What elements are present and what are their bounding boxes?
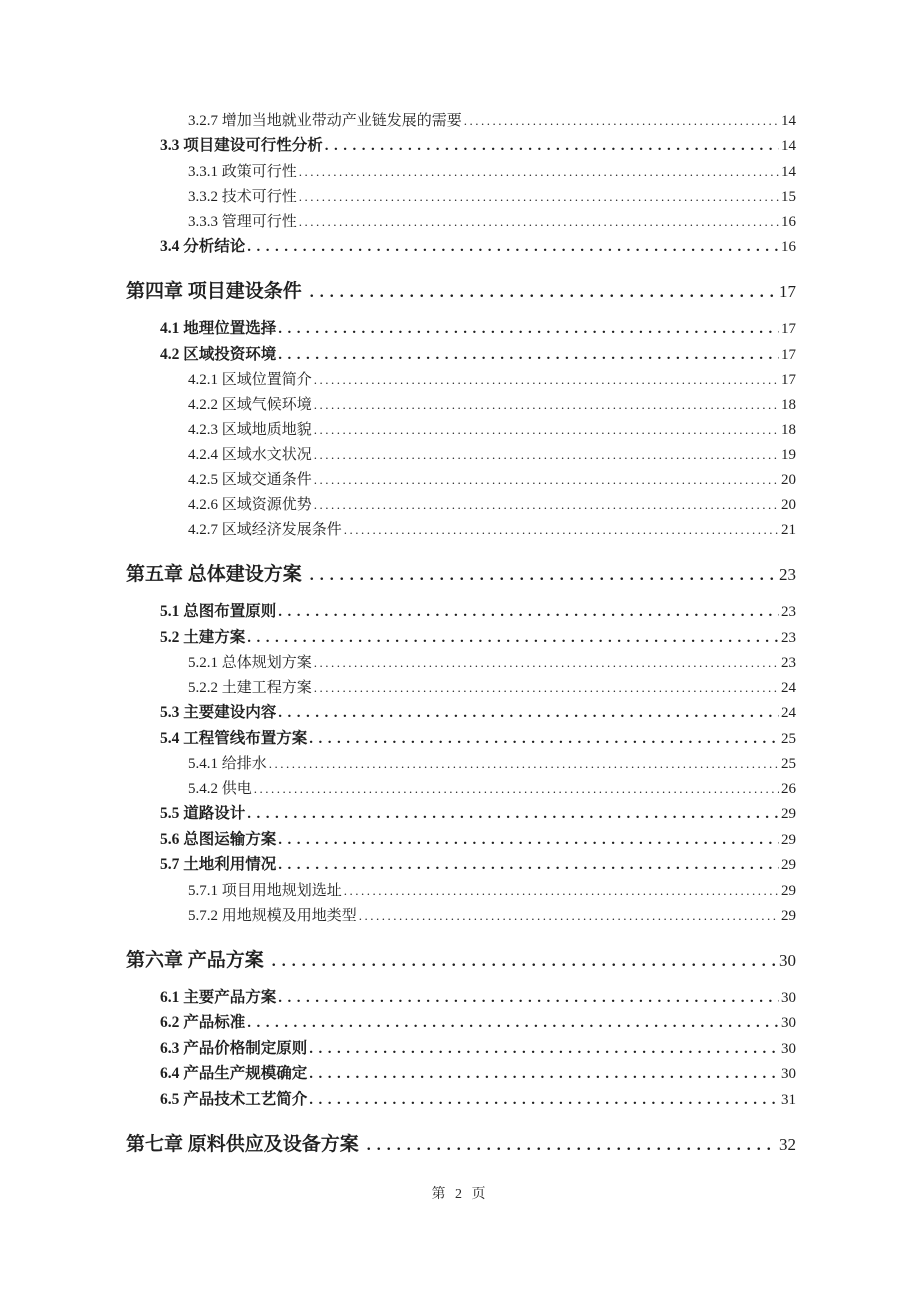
toc-entry-page-number: 17 bbox=[781, 321, 796, 337]
toc-entry bbox=[126, 675, 796, 700]
toc-entry-page-number: 23 bbox=[781, 629, 796, 646]
toc-entry-page-number: 17 bbox=[779, 282, 796, 301]
dot-leader bbox=[344, 517, 779, 543]
toc-entry-page-number: 18 bbox=[781, 397, 796, 413]
toc-entry-label: 第七章 原料供应及设备方案 bbox=[126, 1134, 359, 1155]
dot-leader bbox=[344, 878, 779, 904]
toc-entry bbox=[126, 625, 796, 651]
dot-leader bbox=[247, 625, 779, 652]
toc-entry bbox=[126, 985, 796, 1011]
toc-entry-page-number: 16 bbox=[781, 238, 796, 255]
toc-entry-page-number: 15 bbox=[781, 188, 796, 205]
toc-entry-page-number: 32 bbox=[779, 1135, 796, 1154]
toc-entry-label: 6.5 产品技术工艺简介 bbox=[160, 1090, 308, 1108]
dot-leader bbox=[247, 1010, 779, 1037]
toc-entry bbox=[126, 492, 796, 517]
toc-entry-page-number: 25 bbox=[781, 730, 796, 747]
toc-entry bbox=[126, 827, 796, 853]
toc-entry bbox=[126, 650, 796, 675]
toc-entry bbox=[126, 599, 796, 625]
toc-entry bbox=[126, 417, 796, 442]
dot-leader bbox=[359, 903, 779, 929]
dot-leader bbox=[309, 1061, 779, 1088]
dot-leader bbox=[367, 1130, 777, 1161]
toc-entry-label: 4.2.7 区域经济发展条件 bbox=[188, 522, 342, 538]
toc-entry bbox=[126, 234, 796, 260]
toc-entry-page-number: 14 bbox=[781, 113, 796, 129]
toc-entry bbox=[126, 342, 796, 368]
toc-entry-label: 第四章 项目建设条件 bbox=[126, 281, 302, 302]
toc-entry-page-number: 30 bbox=[781, 1040, 796, 1057]
toc-entry bbox=[126, 392, 796, 417]
dot-leader bbox=[247, 234, 779, 261]
toc-entry-label: 4.2.2 区域气候环境 bbox=[188, 397, 312, 413]
toc-entry-label: 第六章 产品方案 bbox=[126, 949, 264, 971]
table-of-contents bbox=[126, 108, 796, 1169]
dot-leader bbox=[314, 467, 779, 493]
toc-entry-page-number: 23 bbox=[781, 655, 796, 671]
toc-entry-label: 5.3 主要建设内容 bbox=[160, 704, 277, 721]
toc-entry-label: 6.3 产品价格制定原则 bbox=[160, 1039, 308, 1057]
dot-leader bbox=[314, 650, 779, 676]
dot-leader bbox=[314, 492, 779, 518]
toc-entry-label: 3.3.2 技术可行性 bbox=[188, 188, 297, 205]
toc-entry bbox=[126, 700, 796, 726]
toc-entry-page-number: 24 bbox=[781, 705, 796, 721]
toc-entry-page-number: 25 bbox=[781, 756, 796, 772]
toc-entry-page-number: 17 bbox=[781, 372, 796, 388]
toc-entry-page-number: 20 bbox=[781, 472, 796, 488]
toc-entry-page-number: 23 bbox=[779, 565, 796, 584]
toc-entry bbox=[126, 184, 796, 209]
toc-entry-page-number: 29 bbox=[781, 882, 796, 899]
toc-entry-label: 4.2 区域投资环境 bbox=[160, 345, 277, 363]
toc-entry bbox=[126, 751, 796, 776]
toc-entry-label: 3.4 分析结论 bbox=[160, 237, 246, 255]
toc-entry bbox=[126, 1036, 796, 1062]
toc-entry-label: 4.2.3 区域地质地貌 bbox=[188, 422, 312, 438]
toc-entry-page-number: 14 bbox=[781, 163, 796, 180]
toc-entry-label: 3.3.1 政策可行性 bbox=[188, 163, 297, 180]
toc-entry-page-number: 29 bbox=[781, 907, 796, 924]
toc-entry bbox=[126, 1061, 796, 1087]
toc-entry-label: 5.2 土建方案 bbox=[160, 628, 246, 646]
toc-entry bbox=[126, 367, 796, 392]
toc-entry bbox=[126, 1130, 796, 1160]
dot-leader bbox=[299, 159, 779, 185]
toc-entry-label: 5.4.1 给排水 bbox=[188, 756, 267, 772]
toc-entry-page-number: 23 bbox=[781, 604, 796, 620]
toc-entry-page-number: 24 bbox=[781, 680, 796, 696]
toc-entry-label: 4.2.6 区域资源优势 bbox=[188, 497, 312, 513]
dot-leader bbox=[310, 560, 777, 591]
dot-leader bbox=[299, 209, 779, 235]
dot-leader bbox=[272, 946, 777, 977]
toc-entry bbox=[126, 108, 796, 133]
toc-entry-label: 3.3.3 管理可行性 bbox=[188, 213, 297, 230]
dot-leader bbox=[309, 1036, 779, 1063]
toc-entry bbox=[126, 852, 796, 878]
dot-leader bbox=[278, 599, 779, 626]
dot-leader bbox=[254, 776, 779, 802]
toc-entry-label: 4.2.1 区域位置简介 bbox=[188, 372, 312, 388]
toc-entry-page-number: 30 bbox=[781, 1015, 796, 1031]
toc-entry-page-number: 30 bbox=[781, 1066, 796, 1082]
toc-entry-page-number: 17 bbox=[781, 346, 796, 363]
toc-entry bbox=[126, 878, 796, 903]
dot-leader bbox=[278, 827, 779, 854]
toc-entry bbox=[126, 1087, 796, 1113]
toc-entry-page-number: 29 bbox=[781, 831, 796, 848]
toc-entry-label: 5.7.2 用地规模及用地类型 bbox=[188, 907, 357, 924]
toc-entry bbox=[126, 946, 796, 976]
toc-entry-label: 4.2.4 区域水文状况 bbox=[188, 447, 312, 463]
dot-leader bbox=[278, 852, 779, 879]
dot-leader bbox=[247, 801, 779, 828]
toc-entry-label: 6.1 主要产品方案 bbox=[160, 988, 277, 1006]
toc-entry-label: 5.4 工程管线布置方案 bbox=[160, 729, 308, 747]
dot-leader bbox=[314, 417, 779, 443]
dot-leader bbox=[325, 133, 779, 160]
toc-entry-page-number: 14 bbox=[781, 138, 796, 154]
dot-leader bbox=[278, 985, 779, 1012]
toc-entry-page-number: 20 bbox=[781, 497, 796, 513]
dot-leader bbox=[269, 751, 779, 777]
toc-entry-label: 5.6 总图运输方案 bbox=[160, 830, 277, 848]
toc-entry bbox=[126, 316, 796, 342]
dot-leader bbox=[278, 316, 779, 343]
dot-leader bbox=[278, 342, 779, 369]
dot-leader bbox=[309, 726, 779, 753]
toc-entry bbox=[126, 776, 796, 801]
toc-entry-label: 5.5 道路设计 bbox=[160, 805, 246, 822]
page-number-indicator: 第 2 页 bbox=[431, 1187, 489, 1202]
toc-entry-label: 5.4.2 供电 bbox=[188, 781, 252, 797]
toc-entry-page-number: 19 bbox=[781, 447, 796, 463]
toc-entry bbox=[126, 159, 796, 184]
toc-entry bbox=[126, 277, 796, 307]
toc-entry-label: 第五章 总体建设方案 bbox=[126, 564, 302, 585]
dot-leader bbox=[314, 392, 779, 418]
dot-leader bbox=[314, 675, 779, 701]
toc-entry bbox=[126, 467, 796, 492]
toc-entry-label: 4.2.5 区域交通条件 bbox=[188, 472, 312, 488]
toc-entry-label: 6.4 产品生产规模确定 bbox=[160, 1065, 308, 1082]
page-footer bbox=[0, 1183, 920, 1203]
toc-entry-label: 4.1 地理位置选择 bbox=[160, 320, 277, 337]
toc-entry bbox=[126, 209, 796, 234]
toc-entry-page-number: 16 bbox=[781, 213, 796, 230]
toc-entry-page-number: 29 bbox=[781, 806, 796, 822]
toc-entry-label: 6.2 产品标准 bbox=[160, 1014, 246, 1031]
toc-entry-label: 5.7.1 项目用地规划选址 bbox=[188, 882, 342, 899]
toc-entry-page-number: 26 bbox=[781, 781, 796, 797]
toc-entry bbox=[126, 442, 796, 467]
toc-entry bbox=[126, 903, 796, 928]
toc-entry-page-number: 31 bbox=[781, 1091, 796, 1108]
toc-entry bbox=[126, 133, 796, 159]
toc-entry-label: 5.2.1 总体规划方案 bbox=[188, 655, 312, 671]
dot-leader bbox=[309, 1087, 779, 1114]
toc-entry-page-number: 30 bbox=[781, 989, 796, 1006]
toc-entry bbox=[126, 517, 796, 542]
dot-leader bbox=[310, 277, 777, 308]
dot-leader bbox=[314, 442, 779, 468]
toc-entry-label: 5.7 土地利用情况 bbox=[160, 856, 277, 873]
dot-leader bbox=[464, 108, 779, 134]
dot-leader bbox=[299, 184, 779, 210]
toc-entry-page-number: 29 bbox=[781, 857, 796, 873]
toc-entry bbox=[126, 1010, 796, 1036]
toc-entry-page-number: 21 bbox=[781, 522, 796, 538]
toc-entry-label: 5.1 总图布置原则 bbox=[160, 603, 277, 620]
toc-entry-page-number: 30 bbox=[779, 950, 796, 970]
toc-entry-page-number: 18 bbox=[781, 422, 796, 438]
dot-leader bbox=[314, 367, 779, 393]
toc-entry bbox=[126, 726, 796, 752]
dot-leader bbox=[278, 700, 779, 727]
toc-entry-label: 3.3 项目建设可行性分析 bbox=[160, 137, 323, 154]
toc-entry bbox=[126, 801, 796, 827]
toc-entry-label: 3.2.7 增加当地就业带动产业链发展的需要 bbox=[188, 113, 462, 129]
toc-entry bbox=[126, 560, 796, 590]
toc-entry-label: 5.2.2 土建工程方案 bbox=[188, 680, 312, 696]
